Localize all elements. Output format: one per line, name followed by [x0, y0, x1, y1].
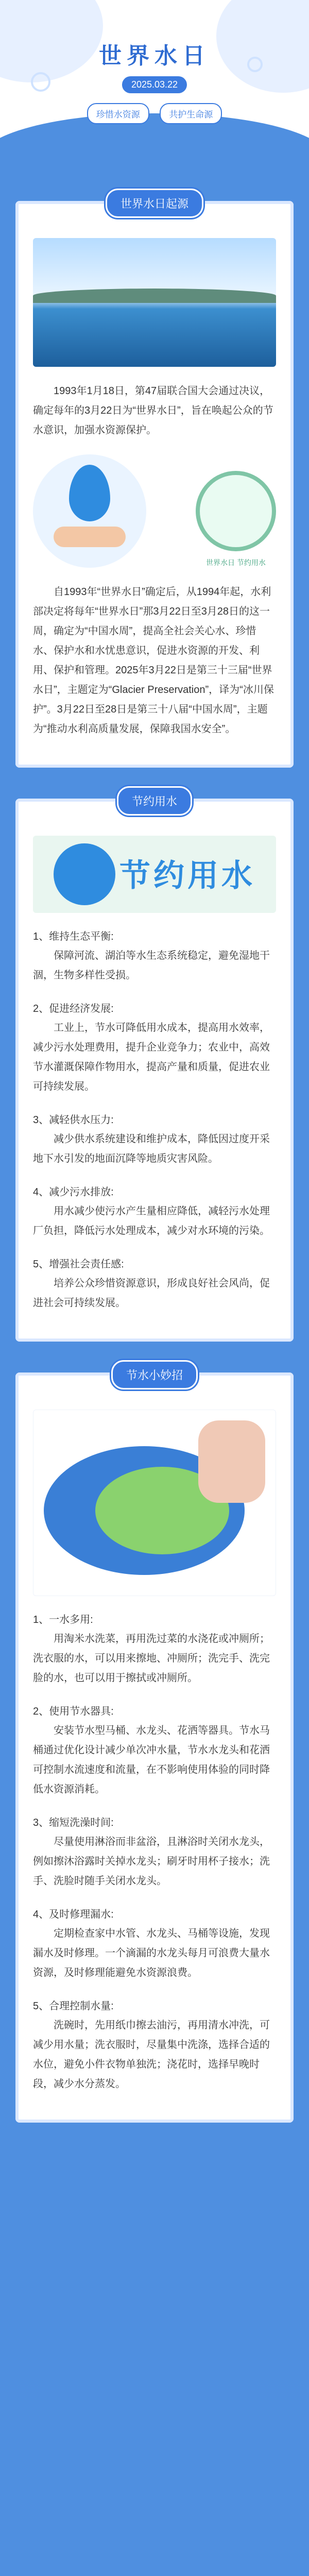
list-item	[33, 999, 276, 1096]
section-tips	[15, 1369, 294, 2123]
list-item	[33, 1997, 276, 2094]
list-body: 培养公众珍惜资源意识，形成良好社会风尚，促进社会可持续发展。	[33, 1278, 270, 1309]
globe-icon	[54, 843, 115, 905]
section-origin	[15, 197, 294, 768]
list-title: 5、合理控制水量:	[33, 2001, 114, 2012]
hand-icon	[198, 1420, 265, 1503]
save-water-badge	[196, 471, 276, 567]
list-title: 1、维持生态平衡:	[33, 931, 114, 942]
origin-figures	[33, 454, 276, 568]
list-item	[33, 1702, 276, 1799]
page-title: 世界水日	[99, 43, 210, 69]
section-title: 世界水日起源	[106, 189, 203, 218]
list-item	[33, 1255, 276, 1313]
section-title-wrap	[117, 786, 192, 816]
origin-paragraph-1: 1993年1月18日，第47届联合国大会通过决议，确定每年的3月22日为“世界水日”，旨在唤起公众的节水意识，加强水资源保护。	[33, 385, 273, 436]
section-title-wrap	[106, 189, 203, 218]
list-item	[33, 1611, 276, 1688]
lake-hill	[33, 289, 276, 303]
list-title: 1、一水多用:	[33, 1614, 93, 1625]
section-title: 节约用水	[117, 786, 192, 816]
list-item	[33, 1183, 276, 1241]
save-water-banner	[33, 836, 276, 913]
list-title: 2、使用节水器具:	[33, 1706, 114, 1717]
list-body: 用淘米水洗菜，再用洗过菜的水浇花或冲厕所；洗衣服的水，可以用来擦地、冲厕所；洗完手、洗完脸的水，也可以用于擦拭或冲厕所。	[33, 1633, 270, 1684]
list-body: 定期检查家中水管、水龙头、马桶等设施，发现漏水及时修理。一个滴漏的水龙头每月可浪费大量水资源，及时修理能避免水资源浪费。	[33, 1928, 270, 1978]
date-pill: 2025.03.22	[122, 76, 187, 93]
water-drop-icon	[69, 465, 110, 521]
banner-text: 节约用水	[119, 858, 255, 893]
badge-caption: 世界水日 节约用水	[206, 558, 266, 567]
list-body: 减少供水系统建设和维护成本，降低因过度开采地下水引发的地面沉降等地质灾害风险。	[33, 1133, 270, 1164]
hand-icon	[54, 527, 126, 547]
list-title: 4、及时修理漏水:	[33, 1909, 114, 1920]
section-save-water	[15, 795, 294, 1342]
list-title: 2、促进经济发展:	[33, 1003, 114, 1014]
list-body: 安装节水型马桶、水龙头、花洒等器具。节水马桶通过优化设计减少单次冲水量，节水水龙头和花洒可控制水流速度和流量，在不影响使用体验的同时降低水资源消耗。	[33, 1725, 270, 1795]
section-title: 节水小妙招	[111, 1360, 198, 1389]
list-body: 保障河流、湖泊等水生态系统稳定，避免湿地干涸，生物多样性受损。	[33, 950, 270, 981]
list-title: 4、减少污水排放:	[33, 1187, 114, 1198]
list-title: 3、减轻供水压力:	[33, 1114, 114, 1126]
list-item	[33, 1111, 276, 1168]
water-drop-hand-illustration	[33, 454, 146, 568]
list-body: 尽量使用淋浴而非盆浴，且淋浴时关闭水龙头，例如擦沐浴露时关掉水龙头；刷牙时用杯子接水；洗手、洗脸时随手关闭水龙头。	[33, 1836, 270, 1887]
slogan-row	[0, 103, 309, 124]
slogan-2: 共护生命源	[160, 103, 222, 124]
list-title: 5、增强社会责任感:	[33, 1259, 124, 1270]
washing-vegetables-photo	[33, 1410, 276, 1596]
list-item	[33, 1905, 276, 1982]
list-item	[33, 1814, 276, 1891]
lake-photo	[33, 238, 276, 367]
list-item	[33, 927, 276, 985]
list-title: 3、缩短洗澡时间:	[33, 1817, 114, 1828]
header	[0, 0, 309, 170]
list-body: 工业上，节水可降低用水成本，提高用水效率，减少污水处理费用，提升企业竞争力；农业中，高效节水灌溉保障作物用水，提高产量和质量，促进农业可持续发展。	[33, 1022, 270, 1092]
slogan-1: 珍惜水资源	[87, 103, 149, 124]
origin-paragraph-2: 自1993年“世界水日”确定后，从1994年起，水利部决定将每年“世界水日”那3月22日至3月28日的这一周，确定为“中国水周”，提高全社会关心水、珍惜水、保护水和水忧患意识，促进水资源的开发、利用、保护和管理。2025年3月22日是第三十三届“世界水日”，主题定为“Glacier Preservation”，译为“冰川保护”。3月22日至28日是第三十八届“中国水周”，主题为“推动水利高质量发展，保障我国水安全”。	[33, 586, 274, 735]
bubble-decor	[31, 72, 50, 92]
list-body: 洗碗时，先用纸巾擦去油污，再用清水冲洗，可减少用水量；洗衣服时，尽量集中洗涤，选择合适的水位，避免小件衣物单独洗；浇花时，选择早晚时段，减少水分蒸发。	[33, 2020, 270, 2090]
section-title-wrap	[111, 1360, 198, 1389]
list-body: 用水减少使污水产生量相应降低，减轻污水处理厂负担，降低污水处理成本，减少对水环境的污染。	[33, 1206, 270, 1236]
